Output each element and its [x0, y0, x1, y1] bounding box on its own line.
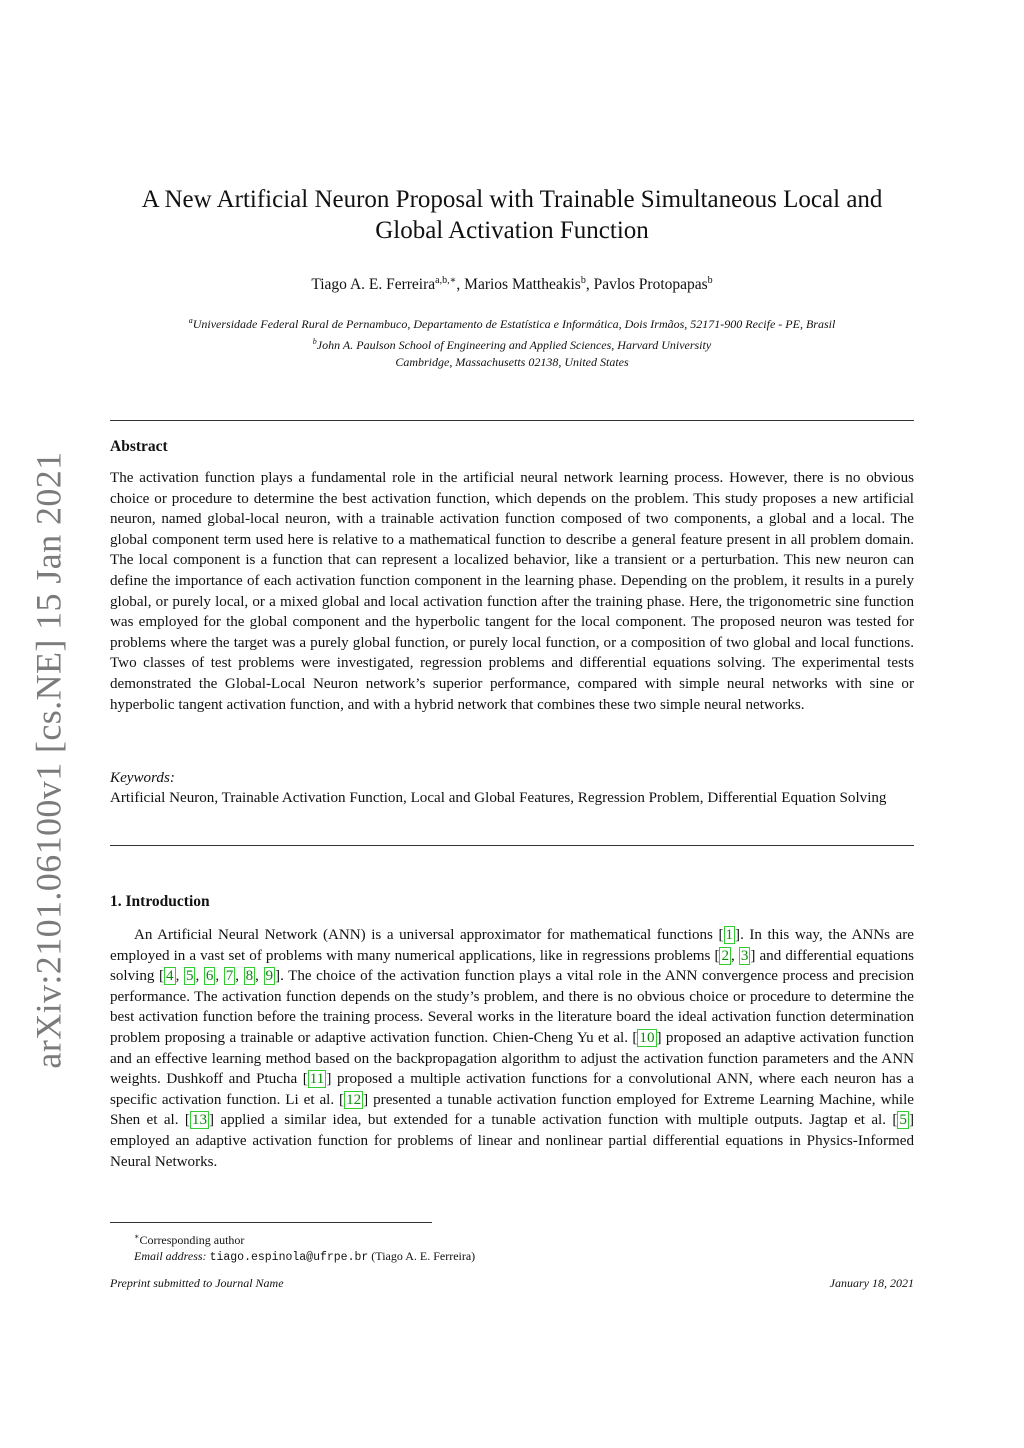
affiliation-text: Universidade Federal Rural de Pernambuco, Departamento de Estatística e Informática, Dois Irmãos, 52171-900 Recife - PE, Brasil	[192, 317, 836, 331]
citation-link[interactable]: 9	[265, 968, 274, 985]
footnote-rule	[110, 1222, 432, 1223]
affiliation-a	[110, 312, 914, 333]
introduction-text: ] proposed a multiple activation functions for a convolutional ANN, where each neuron has a specific activation function. Li et al. [	[110, 1071, 914, 1108]
title-line-2: Global Activation Function	[375, 217, 649, 244]
affiliation-mark: a	[188, 316, 193, 325]
author-name: Tiago A. E. Ferreira	[311, 276, 436, 294]
abstract-bottom-rule	[110, 845, 914, 846]
citation-link[interactable]: 7	[225, 968, 234, 985]
affiliation-mark: b	[312, 337, 317, 346]
introduction-text: ]. The choice of the activation function plays a vital role in the ANN convergence process and precision performance. The activation function depends on the study’s problem, and there is no obvious choice or procedure to determine the best activation function before the training process. Several works in the literature board the ideal activation function determination problem proposing a trainable or adaptive activation function. Chien-Cheng Yu et al. [	[110, 968, 915, 1046]
author-affiliation-mark: a,b,∗	[435, 275, 457, 286]
introduction-text: ] proposed an adaptive activation function and an effective learning method based on the backpropagation algorithm to adjust the activation function parameters and the ANN weights. Dushkoff and Ptucha [	[110, 1029, 914, 1088]
introduction-text: ,	[175, 968, 184, 985]
citation-link[interactable]: 5	[185, 968, 194, 985]
email-label: Email address:	[134, 1249, 207, 1263]
footnote-mark: ∗	[134, 1232, 140, 1241]
introduction-text: ,	[235, 968, 244, 985]
citation-link[interactable]: 6	[205, 968, 214, 985]
introduction-paragraph	[110, 925, 914, 1172]
introduction-text: ,	[731, 947, 739, 964]
introduction-text: An Artificial Neural Network (ANN) is a universal approximator for mathematical functions [	[134, 927, 724, 943]
arxiv-stamp	[18, 451, 80, 1069]
introduction-text: ]. In this way, the ANNs are employed in a vast set of problems with many numerical applications, like in regressions problems [	[110, 927, 914, 964]
author-name: Pavlos Protopapas	[593, 276, 708, 294]
paper-title	[110, 184, 914, 246]
affiliation-b	[110, 333, 914, 354]
abstract-top-rule	[110, 420, 914, 421]
abstract-text: The activation function plays a fundamental role in the artificial neural network learning process. However, there is no obvious choice or procedure to determine the best activation function, which depends on the problem. This study proposes a new artificial neuron, named global-local neuron, with a trainable activation function composed of two components, a global and a local. The global component term used here is relative to a mathematical function to describe a general feature present in all problem domain. The local component is a function that can represent a localized behavior, like a transient or a perturbation. This new neuron can define the importance of each activation function component in the learning phase. Depending on the problem, it results in a purely global, or purely local, or a mixed global and local activation function after the training phase. Here, the trigonometric sine function was employed for the global component and the hyperbolic tangent for the local component. The proposed neuron was tested for problems where the target was a purely global function, or purely local function, or a composition of two global and local functions. Two classes of test problems were investigated, regression problems and differential equations solving. The experimental tests demonstrated the Global-Local Neuron network’s superior performance, compared with simple neural networks with sine or hyperbolic tangent activation function, and with a hybrid network that combines these two simple neural networks.	[110, 470, 914, 713]
affiliation-text: John A. Paulson School of Engineering and Applied Sciences, Harvard University	[316, 338, 712, 352]
page-footer	[110, 1276, 914, 1291]
citation-link[interactable]: 3	[740, 947, 749, 964]
introduction-text: ] presented a tunable activation function employed for Extreme Learning Machine, while Shen et al. [	[110, 1091, 914, 1129]
citation-link[interactable]: 12	[346, 1091, 362, 1108]
introduction-text: ,	[195, 968, 204, 985]
affiliations	[110, 312, 914, 371]
citation-link[interactable]: 1	[725, 927, 734, 943]
email-address: tiago.espinola@ufrpe.br	[209, 1251, 369, 1264]
introduction-section	[110, 893, 914, 1172]
arxiv-identifier: arXiv:2101.06100v1 [cs.NE] 15 Jan 2021	[29, 451, 69, 1069]
footer-date: January 18, 2021	[829, 1276, 914, 1290]
introduction-text: ] employed an adaptive activation function for problems of linear and nonlinear partial differential equations in Physics-Informed Neural Networks.	[110, 1112, 914, 1170]
author-separator: ,	[456, 276, 465, 294]
author-separator: ,	[585, 276, 594, 294]
citation-link[interactable]: 2	[721, 947, 730, 964]
email-owner: (Tiago A. E. Ferreira)	[371, 1249, 476, 1263]
keywords-label: Keywords:	[110, 770, 175, 786]
citation-link[interactable]: 13	[191, 1112, 207, 1129]
keywords-text: Artificial Neuron, Trainable Activation Function, Local and Global Features, Regression Problem, Differential Equation Solving	[110, 790, 887, 806]
citation-link[interactable]: 8	[245, 968, 254, 985]
author-list	[110, 275, 914, 294]
footnote-email	[110, 1248, 914, 1266]
introduction-text: ,	[255, 968, 264, 985]
footnote	[110, 1229, 914, 1266]
introduction-text: ,	[215, 968, 224, 985]
affiliation-b-address: Cambridge, Massachusetts 02138, United States	[395, 355, 629, 369]
introduction-text: ] applied a similar idea, but extended for a tunable activation function with multiple outputs. Jagtap et al. [	[208, 1112, 898, 1129]
introduction-text: ] and differential equations solving [	[110, 947, 915, 985]
introduction-heading: 1. Introduction	[110, 893, 210, 910]
citation-link[interactable]: 4	[166, 968, 174, 985]
keywords-section	[110, 768, 914, 809]
title-line-1: A New Artificial Neuron Proposal with Trainable Simultaneous Local and	[141, 186, 883, 213]
footnote-corresponding-text: Corresponding author	[139, 1233, 245, 1247]
author-affiliation-mark: b	[707, 275, 713, 286]
author-affiliation-mark: b	[580, 275, 586, 286]
citation-link[interactable]: 10	[639, 1029, 655, 1046]
footer-journal: Preprint submitted to Journal Name	[110, 1276, 284, 1290]
citation-link[interactable]: 11	[309, 1071, 325, 1088]
footnote-corresponding	[110, 1229, 914, 1248]
abstract-section	[110, 438, 914, 715]
author-name: Marios Mattheakis	[464, 276, 581, 294]
citation-link[interactable]: 5	[899, 1112, 907, 1129]
abstract-heading: Abstract	[110, 438, 168, 455]
